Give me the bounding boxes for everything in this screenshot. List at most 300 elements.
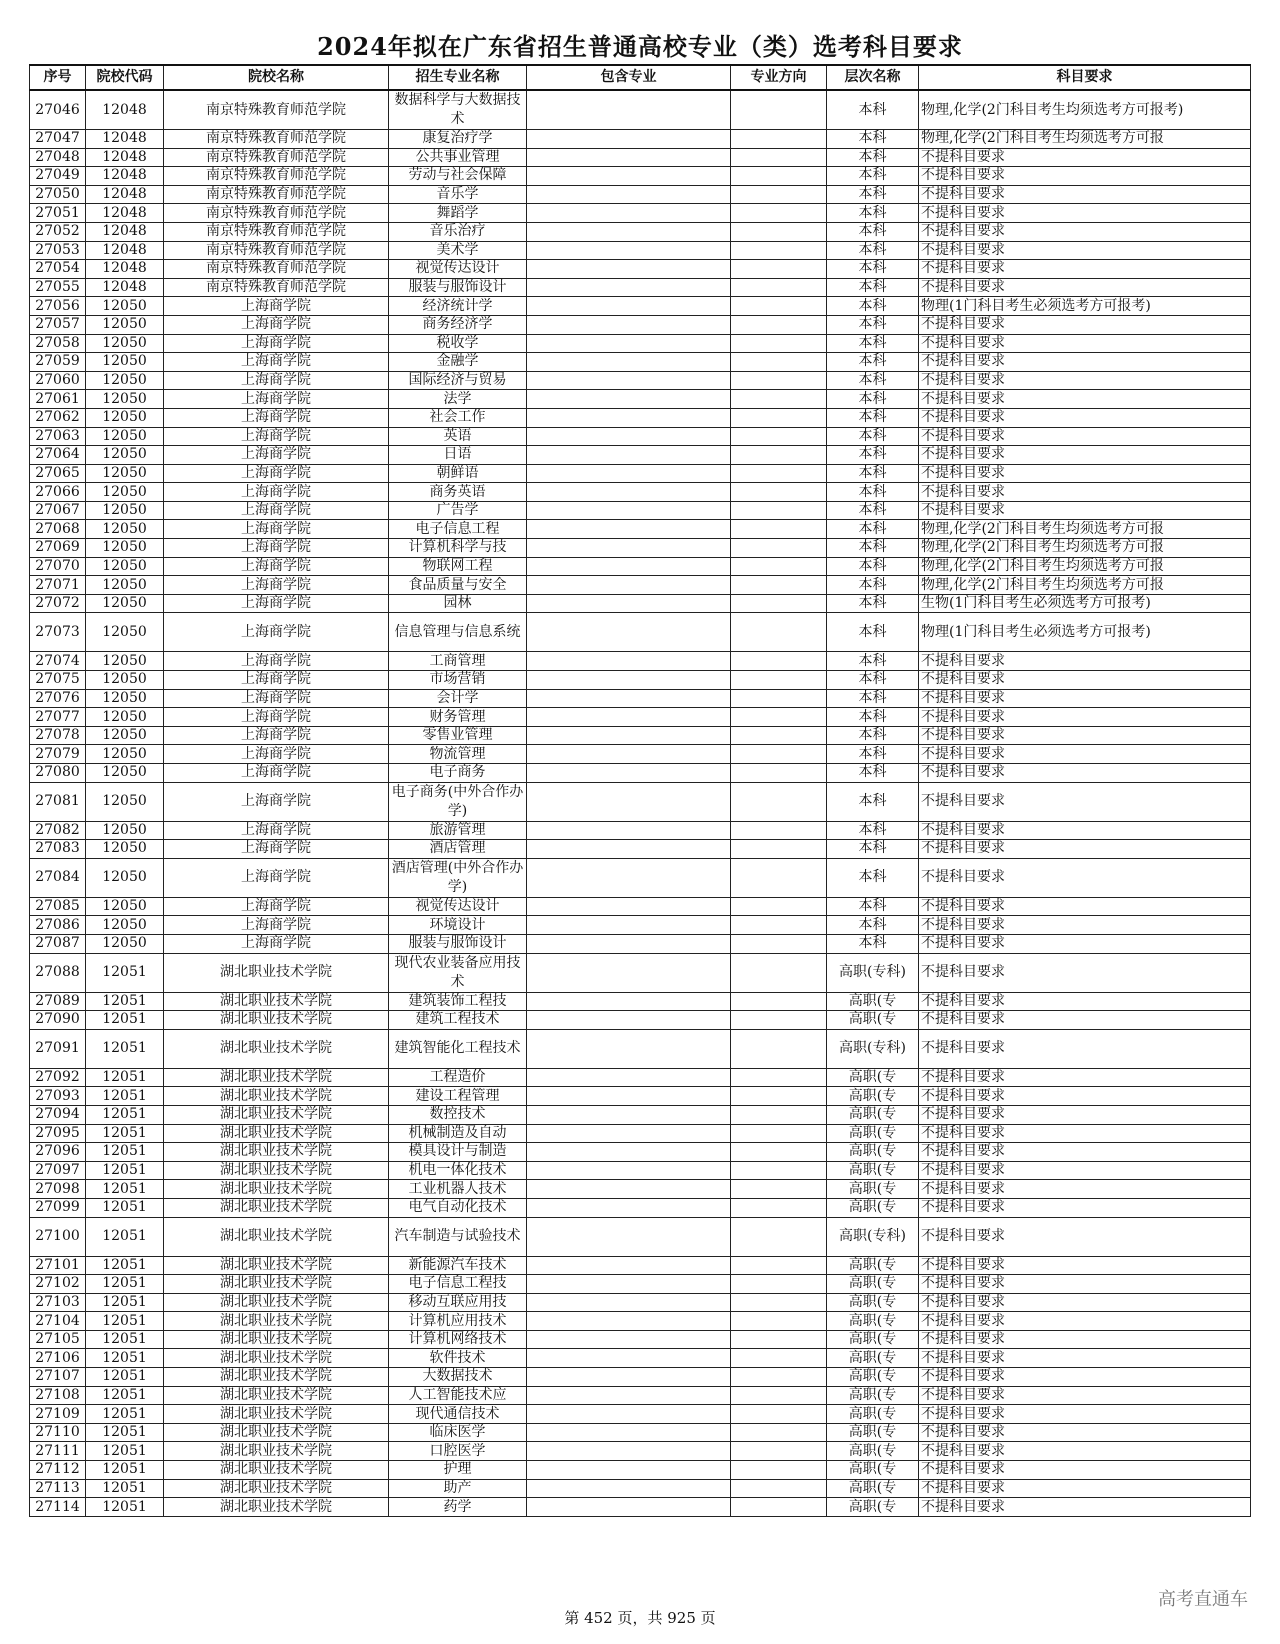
cell-major-name: 工程造价 — [389, 1068, 527, 1087]
cell-included-majors — [527, 1068, 731, 1087]
cell-major-direction — [731, 408, 827, 427]
cell-school-name: 湖北职业技术学院 — [164, 1011, 389, 1030]
cell-major-name: 临床医学 — [389, 1423, 527, 1442]
cell-major-name: 园林 — [389, 594, 527, 613]
cell-subject-requirement: 不提科目要求 — [919, 464, 1251, 483]
cell-subject-requirement: 不提科目要求 — [919, 1087, 1251, 1106]
cell-seq: 27108 — [30, 1386, 86, 1405]
cell-subject-requirement: 不提科目要求 — [919, 1368, 1251, 1387]
cell-school-name: 湖北职业技术学院 — [164, 1068, 389, 1087]
cell-major-name: 劳动与社会保障 — [389, 167, 527, 186]
cell-level: 本科 — [827, 204, 919, 223]
cell-major-direction — [731, 557, 827, 576]
cell-school-name: 上海商学院 — [164, 689, 389, 708]
cell-included-majors — [527, 1029, 731, 1068]
cell-major-name: 机械制造及自动 — [389, 1124, 527, 1143]
cell-major-direction — [731, 671, 827, 690]
cell-school-code: 12048 — [86, 204, 164, 223]
cell-major-direction — [731, 840, 827, 859]
table-row — [30, 167, 1251, 186]
cell-seq: 27050 — [30, 185, 86, 204]
cell-seq: 27053 — [30, 241, 86, 260]
table-row — [30, 241, 1251, 260]
cell-subject-requirement: 不提科目要求 — [919, 1161, 1251, 1180]
cell-included-majors — [527, 764, 731, 783]
cell-major-direction — [731, 1312, 827, 1331]
cell-school-code: 12050 — [86, 334, 164, 353]
cell-major-direction — [731, 204, 827, 223]
header-level: 层次名称 — [827, 65, 919, 90]
cell-seq: 27114 — [30, 1498, 86, 1517]
cell-major-direction — [731, 1105, 827, 1124]
cell-school-code: 12048 — [86, 241, 164, 260]
cell-seq: 27076 — [30, 689, 86, 708]
cell-subject-requirement: 不提科目要求 — [919, 1479, 1251, 1498]
cell-seq: 27110 — [30, 1423, 86, 1442]
cell-school-code: 12051 — [86, 1349, 164, 1368]
cell-school-name: 上海商学院 — [164, 708, 389, 727]
cell-school-name: 湖北职业技术学院 — [164, 1349, 389, 1368]
brand-logo-text: 高考直通车 — [1158, 1589, 1248, 1610]
cell-subject-requirement: 不提科目要求 — [919, 371, 1251, 390]
cell-level: 高职(专 — [827, 1479, 919, 1498]
cell-major-name: 工业机器人技术 — [389, 1180, 527, 1199]
cell-major-name: 汽车制造与试验技术 — [389, 1217, 527, 1256]
table-row — [30, 708, 1251, 727]
cell-level: 高职(专 — [827, 1105, 919, 1124]
cell-subject-requirement: 物理,化学(2门科目考生均须选考方可报 — [919, 539, 1251, 558]
table-row — [30, 1029, 1251, 1068]
table-row — [30, 594, 1251, 613]
cell-major-name: 工商管理 — [389, 652, 527, 671]
cell-included-majors — [527, 204, 731, 223]
cell-school-code: 12051 — [86, 1087, 164, 1106]
cell-level: 高职(专 — [827, 1087, 919, 1106]
table-row — [30, 130, 1251, 149]
cell-seq: 27078 — [30, 726, 86, 745]
cell-school-code: 12048 — [86, 222, 164, 241]
page-title: 2024年拟在广东省招生普通高校专业（类）选考科目要求 — [317, 32, 963, 61]
cell-level: 高职(专 — [827, 1143, 919, 1162]
cell-major-name: 商务经济学 — [389, 315, 527, 334]
cell-school-code: 12050 — [86, 840, 164, 859]
cell-subject-requirement: 不提科目要求 — [919, 992, 1251, 1011]
cell-major-direction — [731, 916, 827, 935]
cell-subject-requirement: 不提科目要求 — [919, 241, 1251, 260]
cell-seq: 27113 — [30, 1479, 86, 1498]
cell-seq: 27082 — [30, 821, 86, 840]
cell-major-name: 机电一体化技术 — [389, 1161, 527, 1180]
table-row — [30, 148, 1251, 167]
cell-seq: 27064 — [30, 446, 86, 465]
cell-level: 本科 — [827, 464, 919, 483]
cell-school-name: 湖北职业技术学院 — [164, 1405, 389, 1424]
cell-school-name: 上海商学院 — [164, 539, 389, 558]
table-row — [30, 1275, 1251, 1294]
cell-major-name: 人工智能技术应 — [389, 1386, 527, 1405]
cell-seq: 27065 — [30, 464, 86, 483]
cell-school-code: 12050 — [86, 408, 164, 427]
cell-level: 高职(专 — [827, 1293, 919, 1312]
cell-major-direction — [731, 90, 827, 130]
cell-school-name: 南京特殊教育师范学院 — [164, 90, 389, 130]
table-row — [30, 185, 1251, 204]
cell-school-code: 12048 — [86, 185, 164, 204]
cell-school-code: 12051 — [86, 1105, 164, 1124]
table-row — [30, 764, 1251, 783]
cell-subject-requirement: 不提科目要求 — [919, 222, 1251, 241]
table-row — [30, 390, 1251, 409]
cell-major-direction — [731, 1442, 827, 1461]
cell-included-majors — [527, 222, 731, 241]
page-footer: 第 452 页，共 925 页 — [564, 1609, 716, 1627]
cell-school-code: 12050 — [86, 821, 164, 840]
cell-included-majors — [527, 557, 731, 576]
table-row — [30, 1011, 1251, 1030]
cell-level: 本科 — [827, 557, 919, 576]
cell-level: 高职(专 — [827, 1068, 919, 1087]
cell-major-direction — [731, 464, 827, 483]
cell-major-direction — [731, 446, 827, 465]
table-row — [30, 315, 1251, 334]
cell-major-name: 信息管理与信息系统 — [389, 613, 527, 652]
cell-school-name: 上海商学院 — [164, 427, 389, 446]
cell-level: 本科 — [827, 408, 919, 427]
cell-seq: 27059 — [30, 353, 86, 372]
cell-school-code: 12050 — [86, 897, 164, 916]
cell-subject-requirement: 不提科目要求 — [919, 652, 1251, 671]
cell-school-code: 12051 — [86, 1479, 164, 1498]
cell-subject-requirement: 不提科目要求 — [919, 278, 1251, 297]
cell-level: 本科 — [827, 90, 919, 130]
cell-included-majors — [527, 1442, 731, 1461]
cell-school-code: 12051 — [86, 953, 164, 992]
cell-subject-requirement: 不提科目要求 — [919, 840, 1251, 859]
cell-subject-requirement: 不提科目要求 — [919, 858, 1251, 897]
cell-school-code: 12050 — [86, 557, 164, 576]
cell-seq: 27077 — [30, 708, 86, 727]
cell-school-code: 12050 — [86, 427, 164, 446]
cell-level: 本科 — [827, 708, 919, 727]
cell-school-name: 湖北职业技术学院 — [164, 1368, 389, 1387]
cell-seq: 27080 — [30, 764, 86, 783]
cell-included-majors — [527, 1461, 731, 1480]
cell-school-code: 12050 — [86, 594, 164, 613]
cell-included-majors — [527, 315, 731, 334]
cell-major-direction — [731, 1498, 827, 1517]
cell-major-name: 公共事业管理 — [389, 148, 527, 167]
cell-major-direction — [731, 520, 827, 539]
cell-subject-requirement: 不提科目要求 — [919, 1068, 1251, 1087]
cell-major-name: 新能源汽车技术 — [389, 1256, 527, 1275]
table-row — [30, 464, 1251, 483]
cell-level: 本科 — [827, 764, 919, 783]
cell-school-name: 湖北职业技术学院 — [164, 1386, 389, 1405]
cell-seq: 27085 — [30, 897, 86, 916]
cell-included-majors — [527, 297, 731, 316]
cell-major-direction — [731, 1087, 827, 1106]
cell-school-code: 12051 — [86, 1293, 164, 1312]
cell-level: 本科 — [827, 371, 919, 390]
cell-included-majors — [527, 353, 731, 372]
cell-seq: 27056 — [30, 297, 86, 316]
cell-school-name: 湖北职业技术学院 — [164, 1330, 389, 1349]
cell-included-majors — [527, 334, 731, 353]
cell-included-majors — [527, 1498, 731, 1517]
cell-school-name: 湖北职业技术学院 — [164, 1105, 389, 1124]
cell-major-direction — [731, 185, 827, 204]
cell-major-direction — [731, 1461, 827, 1480]
cell-level: 本科 — [827, 427, 919, 446]
cell-major-direction — [731, 1143, 827, 1162]
table-row — [30, 1349, 1251, 1368]
cell-included-majors — [527, 782, 731, 821]
cell-major-direction — [731, 897, 827, 916]
cell-school-name: 上海商学院 — [164, 446, 389, 465]
cell-major-direction — [731, 613, 827, 652]
cell-school-code: 12048 — [86, 260, 164, 279]
cell-major-direction — [731, 1217, 827, 1256]
cell-school-code: 12050 — [86, 464, 164, 483]
cell-major-direction — [731, 130, 827, 149]
cell-seq: 27109 — [30, 1405, 86, 1424]
cell-subject-requirement: 物理,化学(2门科目考生均须选考方可报 — [919, 557, 1251, 576]
cell-school-code: 12050 — [86, 315, 164, 334]
cell-school-code: 12051 — [86, 1423, 164, 1442]
cell-school-name: 上海商学院 — [164, 315, 389, 334]
cell-school-name: 湖北职业技术学院 — [164, 1029, 389, 1068]
cell-seq: 27097 — [30, 1161, 86, 1180]
cell-major-direction — [731, 334, 827, 353]
cell-school-name: 湖北职业技术学院 — [164, 1423, 389, 1442]
cell-school-name: 上海商学院 — [164, 371, 389, 390]
cell-level: 本科 — [827, 671, 919, 690]
cell-major-direction — [731, 726, 827, 745]
cell-school-name: 上海商学院 — [164, 408, 389, 427]
cell-level: 本科 — [827, 613, 919, 652]
cell-level: 本科 — [827, 315, 919, 334]
cell-subject-requirement: 物理,化学(2门科目考生均须选考方可报 — [919, 576, 1251, 595]
cell-seq: 27068 — [30, 520, 86, 539]
cell-included-majors — [527, 652, 731, 671]
cell-included-majors — [527, 1105, 731, 1124]
cell-included-majors — [527, 708, 731, 727]
cell-major-name: 会计学 — [389, 689, 527, 708]
cell-school-name: 湖北职业技术学院 — [164, 1087, 389, 1106]
cell-major-name: 康复治疗学 — [389, 130, 527, 149]
cell-seq: 27102 — [30, 1275, 86, 1294]
cell-subject-requirement: 不提科目要求 — [919, 204, 1251, 223]
cell-included-majors — [527, 1198, 731, 1217]
cell-subject-requirement: 不提科目要求 — [919, 446, 1251, 465]
cell-included-majors — [527, 371, 731, 390]
cell-level: 高职(专科) — [827, 1029, 919, 1068]
cell-major-name: 酒店管理(中外合作办学) — [389, 858, 527, 897]
cell-seq: 27098 — [30, 1180, 86, 1199]
cell-major-direction — [731, 353, 827, 372]
cell-subject-requirement: 不提科目要求 — [919, 1423, 1251, 1442]
cell-major-direction — [731, 689, 827, 708]
table-row — [30, 1479, 1251, 1498]
cell-included-majors — [527, 90, 731, 130]
cell-major-direction — [731, 1423, 827, 1442]
cell-included-majors — [527, 1217, 731, 1256]
cell-included-majors — [527, 408, 731, 427]
cell-major-direction — [731, 858, 827, 897]
table-row — [30, 1087, 1251, 1106]
cell-school-name: 湖北职业技术学院 — [164, 1461, 389, 1480]
cell-school-name: 上海商学院 — [164, 745, 389, 764]
table-row — [30, 1330, 1251, 1349]
cell-included-majors — [527, 427, 731, 446]
cell-level: 本科 — [827, 130, 919, 149]
cell-seq: 27072 — [30, 594, 86, 613]
cell-level: 本科 — [827, 520, 919, 539]
cell-included-majors — [527, 130, 731, 149]
cell-seq: 27092 — [30, 1068, 86, 1087]
cell-major-direction — [731, 1330, 827, 1349]
cell-major-direction — [731, 821, 827, 840]
cell-major-direction — [731, 427, 827, 446]
cell-school-code: 12050 — [86, 671, 164, 690]
cell-included-majors — [527, 1124, 731, 1143]
table-row — [30, 782, 1251, 821]
cell-included-majors — [527, 1275, 731, 1294]
cell-level: 本科 — [827, 148, 919, 167]
table-row — [30, 1498, 1251, 1517]
cell-level: 本科 — [827, 297, 919, 316]
cell-seq: 27103 — [30, 1293, 86, 1312]
table-row — [30, 1068, 1251, 1087]
cell-included-majors — [527, 278, 731, 297]
cell-included-majors — [527, 464, 731, 483]
cell-subject-requirement: 不提科目要求 — [919, 185, 1251, 204]
cell-school-name: 上海商学院 — [164, 576, 389, 595]
cell-school-code: 12050 — [86, 539, 164, 558]
cell-level: 高职(专 — [827, 1442, 919, 1461]
cell-major-direction — [731, 1256, 827, 1275]
cell-school-name: 南京特殊教育师范学院 — [164, 204, 389, 223]
cell-major-name: 电子商务(中外合作办学) — [389, 782, 527, 821]
cell-included-majors — [527, 501, 731, 520]
cell-school-name: 南京特殊教育师范学院 — [164, 148, 389, 167]
cell-school-code: 12051 — [86, 1275, 164, 1294]
cell-school-name: 湖北职业技术学院 — [164, 1293, 389, 1312]
table-row — [30, 671, 1251, 690]
cell-school-code: 12050 — [86, 353, 164, 372]
cell-major-direction — [731, 483, 827, 502]
cell-seq: 27048 — [30, 148, 86, 167]
cell-included-majors — [527, 1161, 731, 1180]
cell-major-direction — [731, 539, 827, 558]
cell-school-code: 12050 — [86, 858, 164, 897]
cell-subject-requirement: 不提科目要求 — [919, 671, 1251, 690]
cell-major-name: 国际经济与贸易 — [389, 371, 527, 390]
table-row — [30, 353, 1251, 372]
cell-major-direction — [731, 1349, 827, 1368]
cell-major-name: 电子商务 — [389, 764, 527, 783]
cell-included-majors — [527, 1479, 731, 1498]
cell-included-majors — [527, 1293, 731, 1312]
table-row — [30, 1442, 1251, 1461]
table-row — [30, 1423, 1251, 1442]
cell-included-majors — [527, 953, 731, 992]
cell-seq: 27101 — [30, 1256, 86, 1275]
cell-major-name: 视觉传达设计 — [389, 260, 527, 279]
cell-level: 高职(专 — [827, 1368, 919, 1387]
cell-seq: 27091 — [30, 1029, 86, 1068]
cell-school-name: 湖北职业技术学院 — [164, 992, 389, 1011]
cell-seq: 27095 — [30, 1124, 86, 1143]
table-row — [30, 539, 1251, 558]
cell-major-direction — [731, 148, 827, 167]
cell-major-direction — [731, 1479, 827, 1498]
cell-subject-requirement: 物理,化学(2门科目考生均须选考方可报 — [919, 130, 1251, 149]
cell-level: 本科 — [827, 278, 919, 297]
cell-subject-requirement: 不提科目要求 — [919, 1312, 1251, 1331]
cell-major-direction — [731, 708, 827, 727]
cell-school-name: 上海商学院 — [164, 464, 389, 483]
cell-major-name: 税收学 — [389, 334, 527, 353]
cell-subject-requirement: 不提科目要求 — [919, 1217, 1251, 1256]
cell-seq: 27099 — [30, 1198, 86, 1217]
cell-subject-requirement: 不提科目要求 — [919, 1461, 1251, 1480]
cell-level: 本科 — [827, 334, 919, 353]
cell-school-code: 12048 — [86, 130, 164, 149]
cell-seq: 27057 — [30, 315, 86, 334]
cell-major-direction — [731, 1405, 827, 1424]
cell-major-direction — [731, 1368, 827, 1387]
cell-major-name: 移动互联应用技 — [389, 1293, 527, 1312]
cell-school-name: 上海商学院 — [164, 726, 389, 745]
cell-major-name: 软件技术 — [389, 1349, 527, 1368]
cell-major-name: 电子信息工程 — [389, 520, 527, 539]
cell-major-name: 大数据技术 — [389, 1368, 527, 1387]
cell-subject-requirement: 物理,化学(2门科目考生均须选考方可报考) — [919, 90, 1251, 130]
cell-seq: 27112 — [30, 1461, 86, 1480]
cell-subject-requirement: 不提科目要求 — [919, 483, 1251, 502]
cell-seq: 27107 — [30, 1368, 86, 1387]
cell-level: 本科 — [827, 483, 919, 502]
cell-school-name: 南京特殊教育师范学院 — [164, 260, 389, 279]
cell-subject-requirement: 不提科目要求 — [919, 315, 1251, 334]
cell-included-majors — [527, 821, 731, 840]
table-row — [30, 1461, 1251, 1480]
cell-subject-requirement: 不提科目要求 — [919, 897, 1251, 916]
cell-seq: 27081 — [30, 782, 86, 821]
cell-school-code: 12051 — [86, 1143, 164, 1162]
cell-major-name: 电子信息工程技 — [389, 1275, 527, 1294]
cell-level: 本科 — [827, 260, 919, 279]
cell-major-direction — [731, 1011, 827, 1030]
cell-level: 本科 — [827, 726, 919, 745]
table-row — [30, 1368, 1251, 1387]
header-school-code: 院校代码 — [86, 65, 164, 90]
cell-major-name: 数控技术 — [389, 1105, 527, 1124]
table-row — [30, 1124, 1251, 1143]
cell-level: 高职(专科) — [827, 953, 919, 992]
cell-major-direction — [731, 278, 827, 297]
cell-school-name: 上海商学院 — [164, 501, 389, 520]
cell-major-name: 法学 — [389, 390, 527, 409]
cell-school-name: 上海商学院 — [164, 671, 389, 690]
table-row — [30, 1180, 1251, 1199]
cell-major-name: 舞蹈学 — [389, 204, 527, 223]
cell-school-code: 12051 — [86, 1161, 164, 1180]
cell-level: 本科 — [827, 539, 919, 558]
cell-subject-requirement: 不提科目要求 — [919, 821, 1251, 840]
cell-major-name: 旅游管理 — [389, 821, 527, 840]
